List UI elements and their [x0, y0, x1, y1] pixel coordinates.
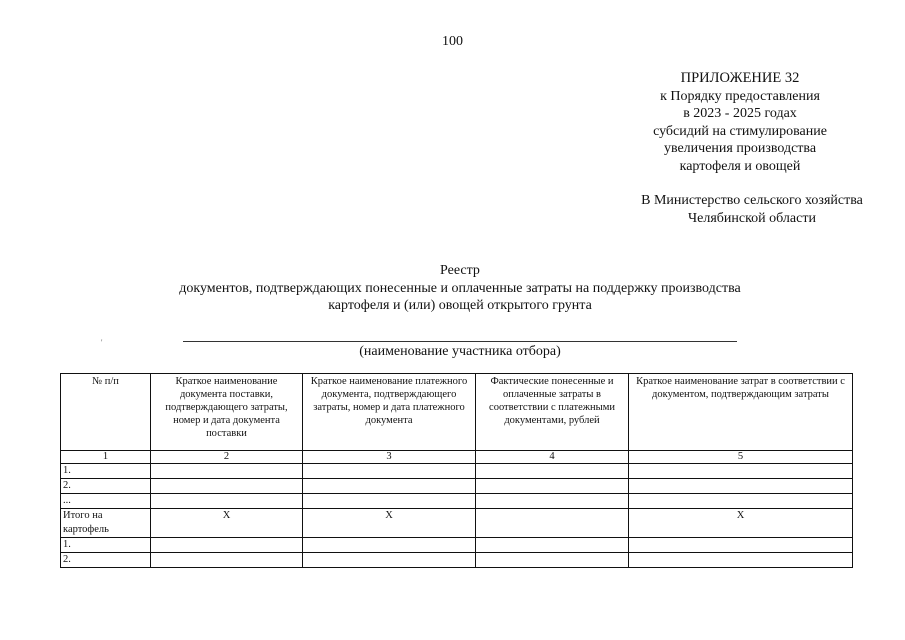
header-number: № п/п [61, 374, 151, 451]
registry-heading [0, 262, 905, 315]
appendix-line: увеличения производства [663, 141, 817, 156]
total-label: Итого на картофель [61, 509, 151, 538]
total-cell-x: X [151, 509, 303, 538]
table-cell[interactable] [151, 538, 303, 553]
row-index: 1. [61, 464, 151, 479]
table-cell[interactable] [303, 538, 476, 553]
table-cell[interactable] [151, 494, 303, 509]
table-cell[interactable] [476, 464, 629, 479]
table-cell[interactable] [476, 553, 629, 568]
total-cell-x: X [629, 509, 853, 538]
appendix-line: к Порядку предоставления [660, 88, 820, 104]
table-row [61, 553, 853, 568]
scan-mark: ' [101, 338, 103, 347]
registry-title: Реестр [440, 263, 480, 278]
registry-subtitle-line-2: картофеля и (или) овощей открытого грунта [328, 298, 592, 313]
appendix-block [560, 70, 905, 175]
table-row [61, 464, 853, 479]
appendix-title: ПРИЛОЖЕНИЕ 32 [680, 70, 800, 86]
column-number-row [61, 451, 853, 464]
table-cell[interactable] [629, 494, 853, 509]
header-payment-document: Краткое наименование платежного документа, подтверждающего затраты, номер и дата платежного документа [303, 374, 476, 451]
table-cell[interactable] [629, 464, 853, 479]
total-row [61, 509, 853, 538]
header-supply-document: Краткое наименование документа поставки, подтверждающего затраты, номер и дата документа поставки [151, 374, 303, 451]
row-index: ... [61, 494, 151, 509]
column-number: 5 [629, 451, 853, 464]
column-number: 2 [151, 451, 303, 464]
appendix-line: субсидий на стимулирование [653, 123, 827, 139]
table-cell[interactable] [303, 464, 476, 479]
addressee-line-1: В Министерство сельского хозяйства [641, 193, 863, 208]
table-cell[interactable] [303, 479, 476, 494]
registry-table [60, 373, 853, 568]
table-cell[interactable] [476, 479, 629, 494]
table-cell[interactable] [629, 538, 853, 553]
appendix-line: картофеля и овощей [679, 158, 801, 174]
table-cell[interactable] [303, 553, 476, 568]
page-number: 100 [442, 34, 463, 49]
table-cell[interactable] [476, 538, 629, 553]
row-index: 1. [61, 538, 151, 553]
table-cell[interactable] [476, 494, 629, 509]
participant-caption: (наименование участника отбора) [359, 344, 561, 359]
registry-subtitle-line-1: документов, подтверждающих понесенные и оплаченные затраты на поддержку производства [179, 280, 741, 296]
header-cost-name: Краткое наименование затрат в соответствии с документом, подтверждающим затраты [629, 374, 853, 451]
table-cell[interactable] [151, 553, 303, 568]
table-cell[interactable] [629, 553, 853, 568]
addressee-line-2: Челябинской области [688, 210, 816, 226]
table-header-row [61, 374, 853, 451]
table-row [61, 538, 853, 553]
column-number: 3 [303, 451, 476, 464]
table-cell[interactable] [151, 464, 303, 479]
table-cell[interactable] [629, 479, 853, 494]
column-number: 4 [476, 451, 629, 464]
participant-name-line[interactable] [183, 341, 737, 342]
row-index: 2. [61, 479, 151, 494]
table-row [61, 494, 853, 509]
table-cell[interactable] [151, 479, 303, 494]
total-cell[interactable] [476, 509, 629, 538]
header-actual-costs: Фактические понесенные и оплаченные затраты в соответствии с платежными документами, рублей [476, 374, 629, 451]
table-row [61, 479, 853, 494]
appendix-line: в 2023 - 2025 годах [683, 106, 797, 121]
table-cell[interactable] [303, 494, 476, 509]
total-cell-x: X [303, 509, 476, 538]
row-index: 2. [61, 553, 151, 568]
addressee-block [560, 192, 905, 227]
column-number: 1 [61, 451, 151, 464]
